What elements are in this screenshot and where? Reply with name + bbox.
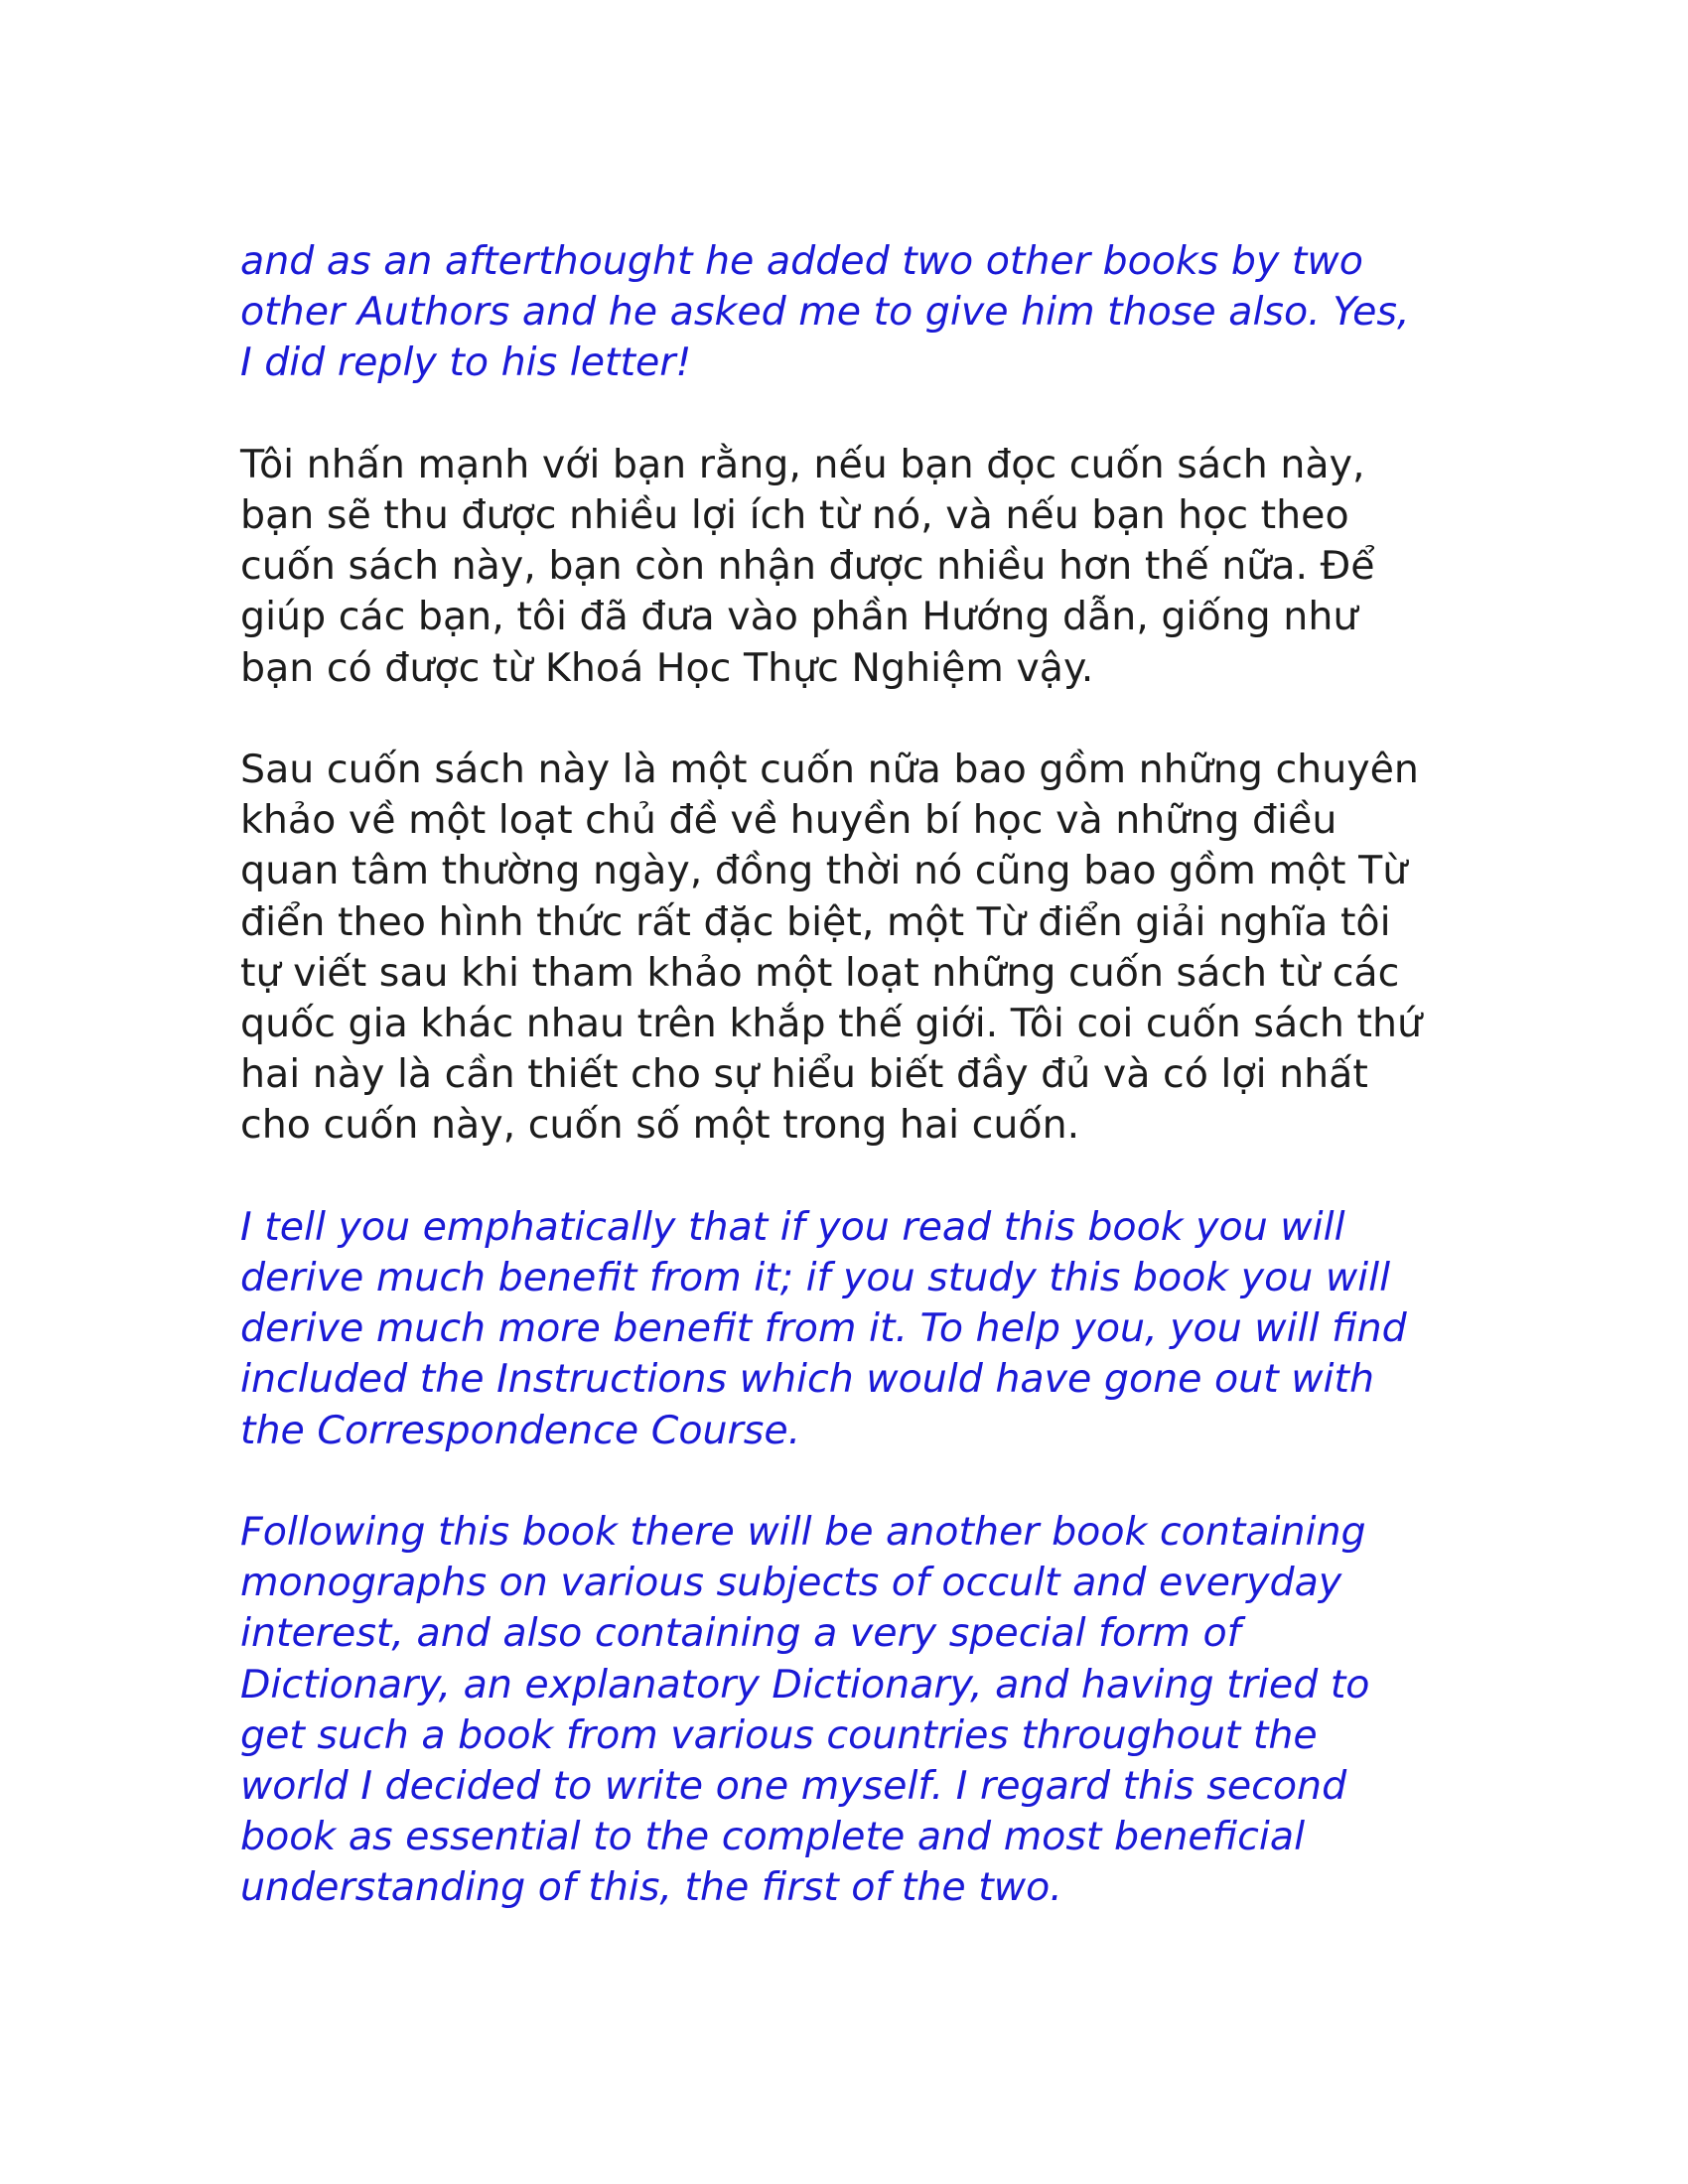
text-line: điển theo hình thức rất đặc biệt, một Từ điển giải nghĩa tôi	[240, 898, 1391, 945]
text-line: derive much benefit from it; if you study this book you will	[240, 1255, 1391, 1301]
text-line: quốc gia khác nhau trên khắp thế giới. Tôi coi cuốn sách thứ	[240, 1001, 1423, 1047]
text-line: Tôi nhấn mạnh với bạn rằng, nếu bạn đọc cuốn sách này,	[240, 441, 1365, 487]
text-line: quan tâm thường ngày, đồng thời nó cũng bao gồm một Từ	[240, 848, 1408, 894]
text-line: hai này là cần thiết cho sự hiểu biết đầy đủ và có lợi nhất	[240, 1051, 1368, 1098]
paragraph-vietnamese-emphasis	[240, 440, 1452, 694]
text-line: Dictionary, an explanatory Dictionary, and having tried to	[240, 1661, 1370, 1707]
text-line: book as essential to the complete and most beneficial	[240, 1814, 1306, 1860]
paragraph-english-second-book	[240, 1507, 1452, 1914]
page-body	[240, 236, 1452, 1914]
text-line: the Correspondence Course.	[240, 1407, 801, 1453]
text-line: derive much more benefit from it. To help you, you will find	[240, 1305, 1407, 1352]
text-line: Sau cuốn sách này là một cuốn nữa bao gồm những chuyên	[240, 747, 1419, 792]
text-line: I tell you emphatically that if you read this book you will	[240, 1203, 1345, 1250]
text-line: other Authors and he asked me to give him those also. Yes,	[240, 289, 1410, 336]
text-line: cho cuốn này, cuốn số một trong hai cuốn.	[240, 1102, 1080, 1149]
paragraph-vietnamese-second-book	[240, 745, 1452, 1152]
text-line: monographs on various subjects of occult and everyday	[240, 1560, 1342, 1606]
text-line: bạn sẽ thu được nhiều lợi ích từ nó, và nếu bạn học theo	[240, 492, 1349, 538]
text-line: included the Instructions which would have gone out with	[240, 1356, 1375, 1403]
text-line: khảo về một loạt chủ đề về huyền bí học và những điều	[240, 797, 1337, 844]
text-line: and as an afterthought he added two other books by two	[240, 238, 1363, 284]
text-line: bạn có được từ Khoá Học Thực Nghiệm vậy.	[240, 644, 1094, 691]
text-line: Following this book there will be another book containing	[240, 1509, 1366, 1556]
text-line: cuốn sách này, bạn còn nhận được nhiều hơn thế nữa. Để	[240, 543, 1375, 590]
paragraph-spacer	[240, 1152, 1452, 1202]
text-line: world I decided to write one myself. I regard this second	[240, 1763, 1347, 1810]
text-line: interest, and also containing a very special form of	[240, 1610, 1241, 1657]
paragraph-spacer	[240, 694, 1452, 745]
paragraph-english-intro	[240, 236, 1452, 389]
paragraph-spacer	[240, 1456, 1452, 1507]
paragraph-spacer	[240, 389, 1452, 440]
text-line: tự viết sau khi tham khảo một loạt những cuốn sách từ các	[240, 949, 1400, 996]
text-line: get such a book from various countries throughout the	[240, 1711, 1318, 1758]
text-line: I did reply to his letter!	[240, 340, 692, 386]
paragraph-english-emphasis	[240, 1202, 1452, 1456]
text-line: giúp các bạn, tôi đã đưa vào phần Hướng dẫn, giống như	[240, 594, 1358, 640]
text-line: understanding of this, the first of the two.	[240, 1864, 1062, 1911]
